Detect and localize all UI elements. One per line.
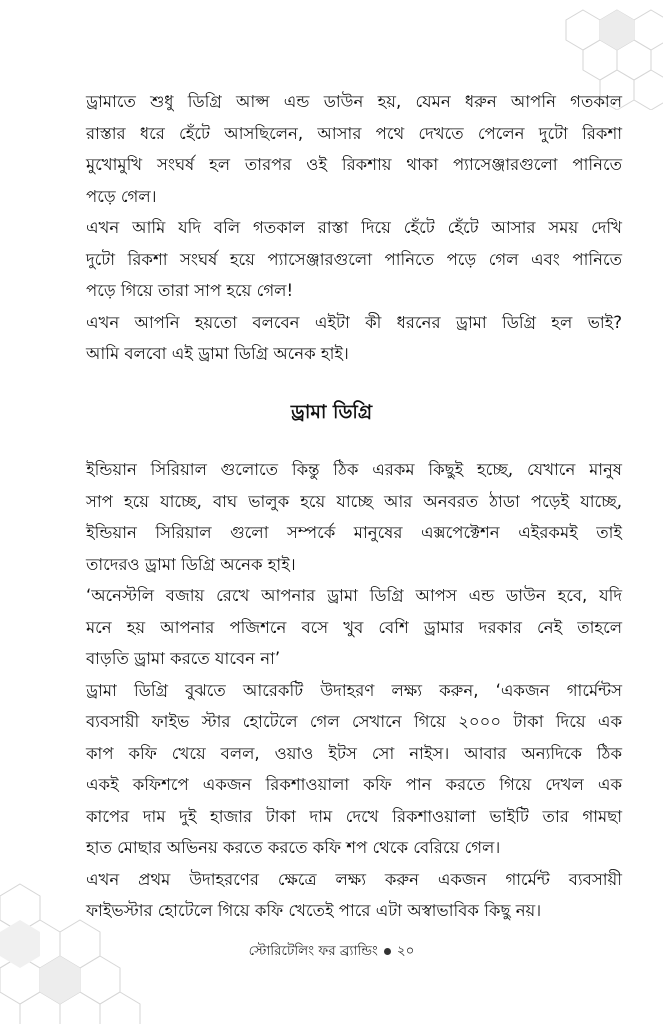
paragraph: [86, 864, 622, 927]
text-line: এখন প্রথম উদাহরণের ক্ষেত্রে লক্ষ্য করুন একজন গার্মেন্ট ব্যবসায়ী: [86, 869, 622, 889]
page-footer: [0, 940, 663, 963]
text-line: ফাইভস্টার হোটেলে গিয়ে কফি খেতেই পারে এটা অস্বাভাবিক কিছু নয়।: [86, 901, 542, 920]
text-line: ব্যবসায়ী ফাইভ স্টার হোটেলে গেল সেখানে গিয়ে ২০০০ টাকা দিয়ে এক: [86, 712, 622, 731]
paragraph: [86, 86, 622, 212]
text-line: কাপ কফি খেয়ে বলল, ওয়াও ইটস সো নাইস। আবার অন্যদিকে ঠিক: [86, 743, 622, 763]
text-line: কাপের দাম দুই হাজার টাকা দাম দেখে রিকশাওয়ালা ভাইটি তার গামছা: [86, 806, 622, 826]
text-line: আমি বলবো এই ড্রামা ডিগ্রি অনেক হাই।: [86, 344, 349, 363]
page-number: ২০: [396, 943, 415, 959]
text-line: দুটো রিকশা সংঘর্ষ হয়ে প্যাসেঞ্জারগুলো পানিতে পড়ে গেল এবং পানিতে: [86, 249, 622, 269]
text-line: এখন আমি যদি বলি গতকাল রাস্তা দিয়ে হেঁটে হেঁটে আসার সময় দেখি: [86, 218, 622, 237]
text-line: মুখোমুখি সংঘর্ষ হল তারপর ওই রিকশায় থাকা প্যাসেঞ্জারগুলো পানিতে: [86, 155, 622, 174]
text-line: বাড়তি ড্রামা করতে যাবেন না’: [86, 649, 281, 668]
body-text-bottom: [86, 454, 622, 927]
text-line: এখন আপনি হয়তো বলবেন এইটা কী ধরনের ড্রামা ডিগ্রি হল ভাই?: [86, 312, 622, 332]
text-line: হাত মোছার অভিনয় করতে করতে কফি শপ থেকে বেরিয়ে গেল।: [86, 838, 501, 857]
text-line: পড়ে গিয়ে তারা সাপ হয়ে গেল!: [86, 281, 294, 300]
book-title: স্টোরিটেলিং ফর ব্র্যান্ডিং: [248, 943, 378, 959]
text-line: রাস্তার ধরে হেঁটে আসছিলেন, আসার পথে দেখতে পেলেন দুটো রিকশা: [86, 123, 622, 143]
paragraph: [86, 454, 622, 580]
text-line: ড্রামাতে শুধু ডিগ্রি আপ্স এন্ড ডাউন হয়, যেমন ধরুন আপনি গতকাল: [86, 92, 622, 111]
paragraph: [86, 307, 622, 370]
text-line: পড়ে গেল।: [86, 186, 157, 206]
paragraph: [86, 212, 622, 307]
section-heading: ড্রামা ডিগ্রি: [290, 401, 373, 423]
body-text-top: [86, 86, 622, 370]
text-line: মনে হয় আপনার পজিশনে বসে খুব বেশি ড্রামার দরকার নেই তাহলে: [86, 617, 622, 637]
text-line: ইন্ডিয়ান সিরিয়াল গুলোতে কিন্তু ঠিক এরকম কিছুই হচ্ছে, যেখানে মানুষ: [86, 460, 622, 479]
paragraph: [86, 580, 622, 675]
paragraph: [86, 675, 622, 864]
text-line: তাদেরও ড্রামা ডিগ্রি অনেক হাই।: [86, 554, 296, 574]
text-line: ইন্ডিয়ান সিরিয়াল গুলো সম্পর্কে মানুষের এক্সপেক্টেশন এইরকমই তাই: [86, 523, 622, 542]
text-line: ড্রামা ডিগ্রি বুঝতে আরেকটি উদাহরণ লক্ষ্য করুন, ‘একজন গার্মেন্টস: [86, 680, 622, 700]
text-line: ‘অনেস্টলি বজায় রেখে আপনার ড্রামা ডিগ্রি আপস এন্ড ডাউন হবে, যদি: [86, 586, 622, 605]
text-line: একই কফিশপে একজন রিকশাওয়ালা কফি পান করতে গিয়ে দেখল এক: [86, 775, 622, 794]
bullet-separator: [384, 948, 391, 955]
text-line: সাপ হয়ে যাচ্ছে, বাঘ ভালুক হয়ে যাচ্ছে আর অনবরত ঠাডা পড়েই যাচ্ছে,: [86, 491, 622, 511]
